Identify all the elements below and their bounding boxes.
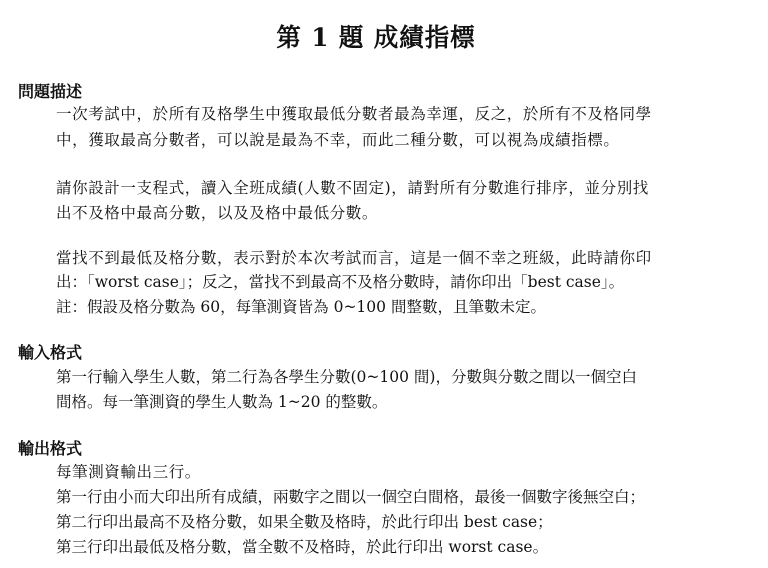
section-heading-description: 問題描述: [18, 82, 83, 101]
output-line-3: 第二行印出最高不及格分數，如果全數及格時，於此行印出 best case；: [56, 513, 553, 531]
description-line-3: 請你設計一支程式，讀入全班成績(人數不固定)，請對所有分數進行排序，並分別找: [56, 179, 649, 197]
page-title: 第 1 題 成績指標: [276, 23, 476, 52]
section-heading-output: 輸出格式: [18, 439, 83, 458]
output-line-2: 第一行由小而大印出所有成績，兩數字之間以一個空白間格，最後一個數字後無空白；: [56, 488, 646, 506]
output-line-1: 每筆測資輸出三行。: [56, 463, 201, 481]
description-line-2: 中，獲取最高分數者，可以說是最為不幸，而此二種分數，可以視為成績指標。: [56, 131, 620, 149]
input-line-1: 第一行輸入學生人數，第二行為各學生分數(0~100 間)，分數與分數之間以一個空白: [56, 368, 637, 386]
section-heading-input: 輸入格式: [18, 343, 83, 362]
description-line-1: 一次考試中，於所有及格學生中獲取最低分數者最為幸運，反之，於所有不及格同學: [56, 105, 652, 123]
description-note: 註：假設及格分數為 60，每筆測資皆為 0~100 間整數，且筆數未定。: [56, 298, 546, 316]
output-line-4: 第三行印出最低及格分數，當全數不及格時，於此行印出 worst case。: [56, 538, 549, 556]
description-line-5: 當找不到最低及格分數，表示對於本次考試而言，這是一個不幸之班級，此時請你印: [56, 249, 652, 267]
description-line-6: 出：「worst case」；反之，當找不到最高不及格分數時，請你印出「best case」。: [56, 273, 625, 291]
input-line-2: 間格。每一筆測資的學生人數為 1~20 的整數。: [56, 393, 388, 411]
description-line-4: 出不及格中最高分數，以及及格中最低分數。: [56, 204, 379, 222]
